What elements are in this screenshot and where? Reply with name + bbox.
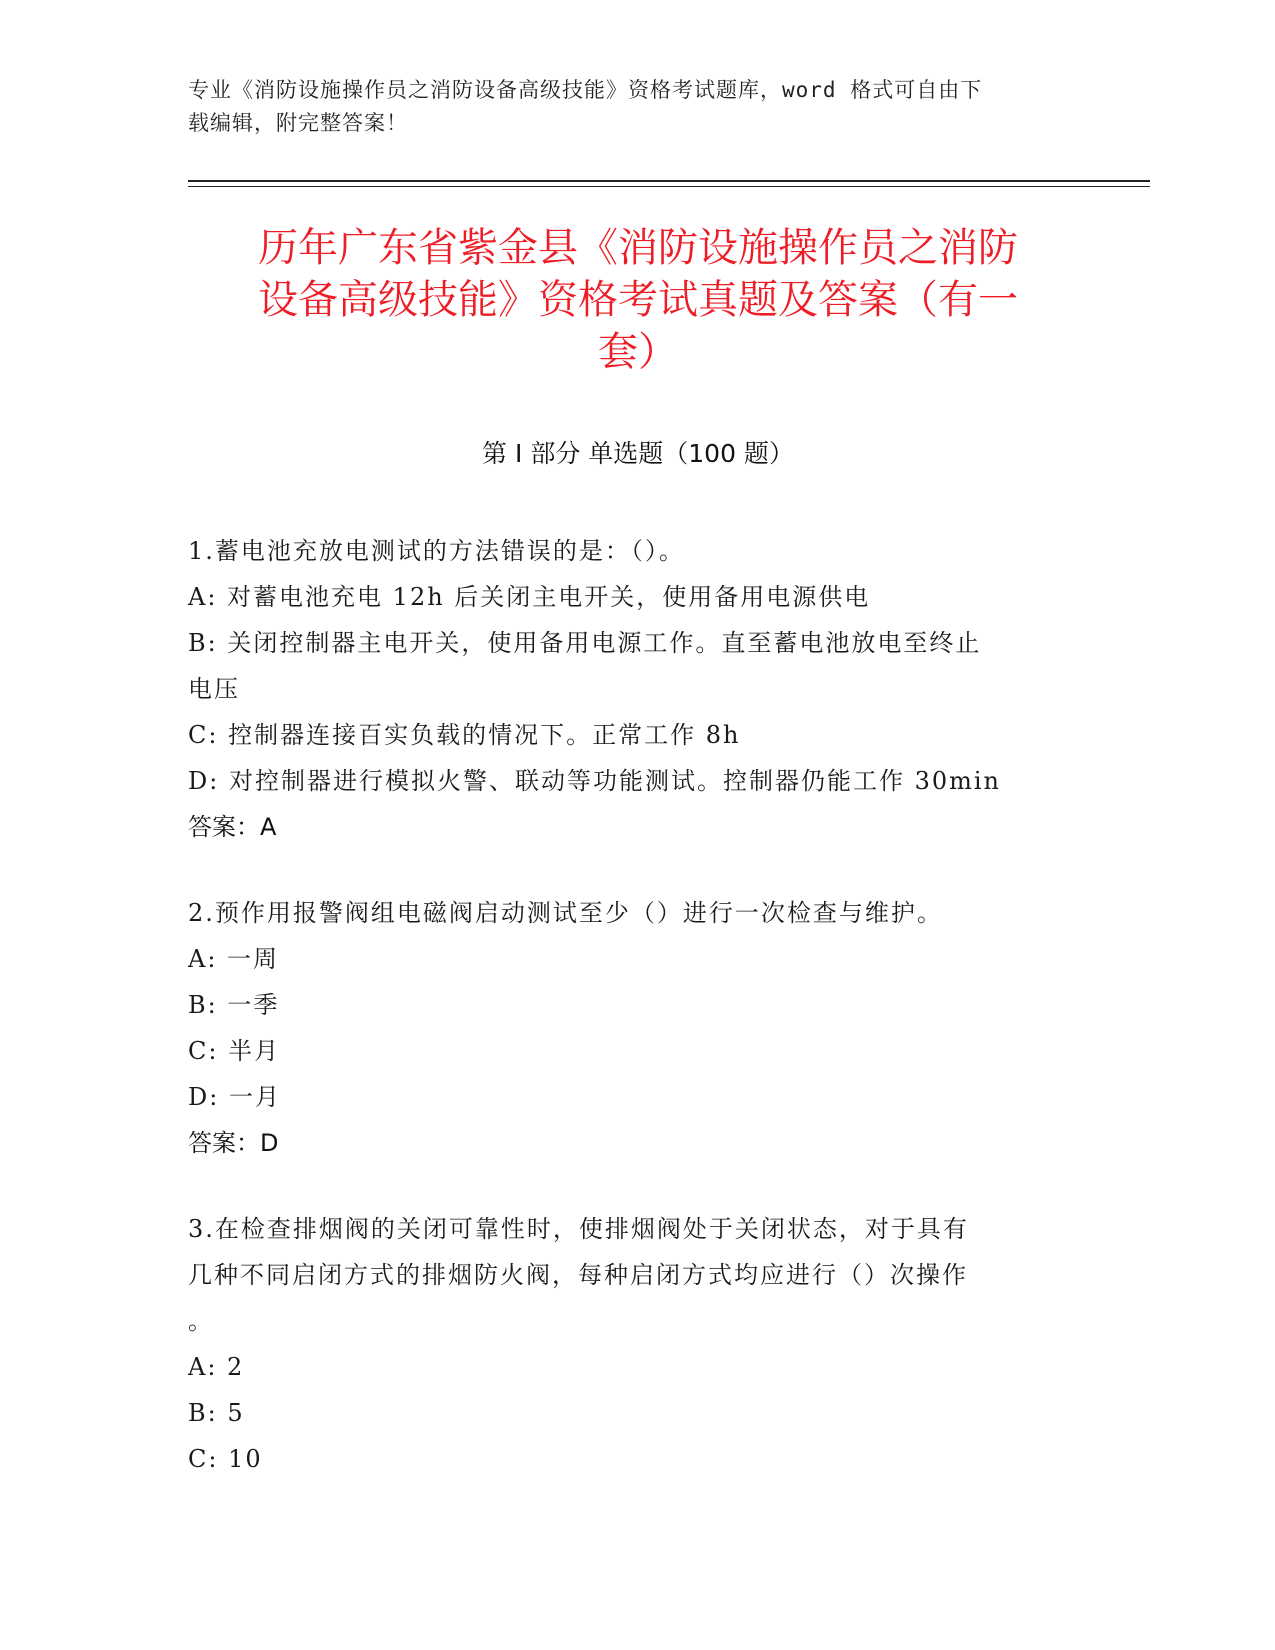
- question-stem-line-1: 3.在检查排烟阀的关闭可靠性时，使排烟阀处于关闭状态，对于具有: [188, 1215, 969, 1243]
- question-stem-line-3: 。: [188, 1307, 214, 1335]
- option-a: A: 一周: [188, 945, 280, 973]
- answer: 答案：A: [188, 813, 277, 841]
- header-divider-thick: [188, 180, 1150, 182]
- option-b: B: 一季: [188, 991, 280, 1019]
- option-c: C: 10: [188, 1445, 263, 1473]
- question-list: [188, 528, 1078, 1522]
- option-c: C: 控制器连接百实负载的情况下。正常工作 8h: [188, 721, 741, 749]
- option-b: B: 5: [188, 1399, 245, 1427]
- option-c: C: 半月: [188, 1037, 281, 1065]
- section-heading: 第 I 部分 单选题（100 题）: [482, 439, 794, 468]
- question-stem: 2.预作用报警阀组电磁阀启动测试至少（）进行一次检查与维护。: [188, 899, 943, 927]
- document-title: [188, 222, 1088, 378]
- option-b: B: 关闭控制器主电开关，使用备用电源工作。直至蓄电池放电至终止: [188, 629, 982, 657]
- question-stem-line-2: 几种不同启闭方式的排烟防火阀，每种启闭方式均应进行（）次操作: [188, 1261, 968, 1289]
- header-note: [188, 74, 1068, 140]
- question-1: [188, 528, 1078, 850]
- header-divider-thin: [188, 186, 1150, 187]
- option-b-continued: 电压: [188, 675, 240, 703]
- option-a: A: 对蓄电池充电 12h 后关闭主电开关，使用备用电源供电: [188, 583, 871, 611]
- question-3: [188, 1206, 1078, 1482]
- header-note-line-2: 载编辑，附完整答案！: [188, 111, 408, 135]
- option-d: D: 一月: [188, 1083, 281, 1111]
- question-2: [188, 890, 1078, 1166]
- question-stem: 1.蓄电池充放电测试的方法错误的是：（）。: [188, 537, 685, 565]
- title-line-2: 设备高级技能》资格考试真题及答案（有一: [258, 277, 1018, 323]
- title-line-1: 历年广东省紫金县《消防设施操作员之消防: [258, 225, 1018, 271]
- title-line-3: 套）: [598, 329, 678, 375]
- header-note-line-1: 专业《消防设施操作员之消防设备高级技能》资格考试题库，word 格式可自由下: [188, 78, 983, 102]
- answer: 答案：D: [188, 1129, 279, 1157]
- option-a: A: 2: [188, 1353, 245, 1381]
- option-d: D: 对控制器进行模拟火警、联动等功能测试。控制器仍能工作 30min: [188, 767, 1002, 795]
